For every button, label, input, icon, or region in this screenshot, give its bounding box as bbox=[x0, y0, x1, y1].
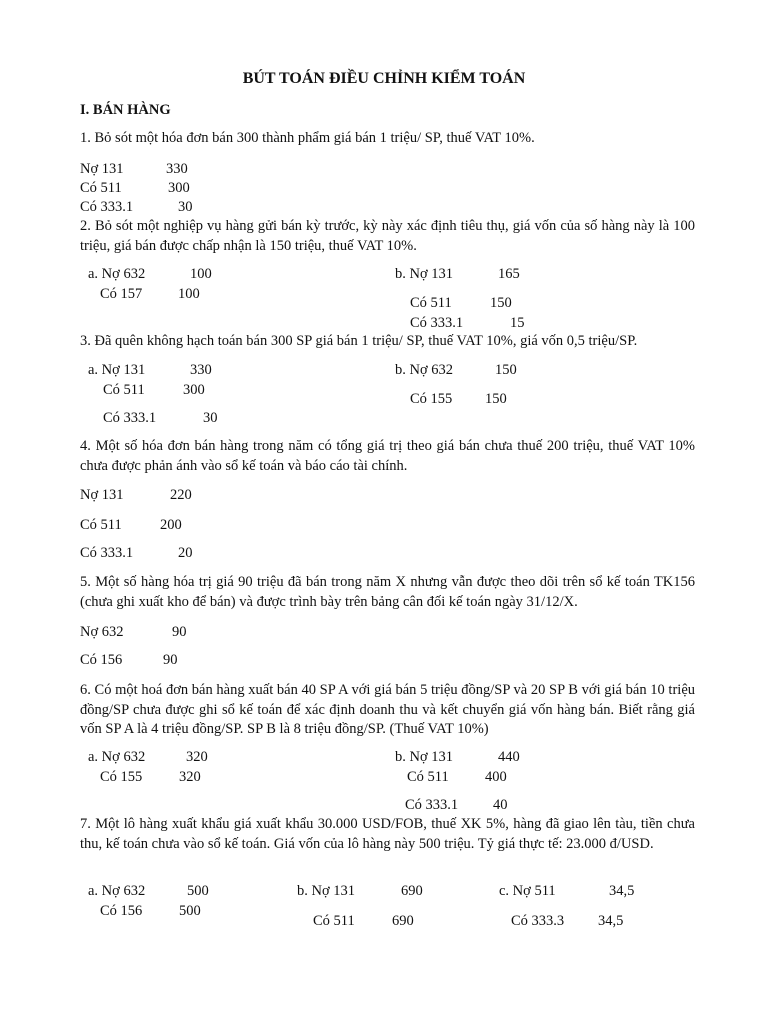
item-7-text: 7. Một lô hàng xuất khẩu giá xuất khẩu 30.000 USD/FOB, thuế XK 5%, hàng đã giao lên tàu, tiền chưa thu, kế toán chưa vào sổ kế toán. Giá vốn của lô hàng này 500 triệu. Tỷ giá thực tế: 23.000 đ/USD. bbox=[80, 816, 695, 852]
item-1-text: 1. Bỏ sót một hóa đơn bán 300 thành phẩm giá bán 1 triệu/ SP, thuế VAT 10%. bbox=[80, 130, 535, 146]
entry-line: Có 333.1 30 bbox=[80, 199, 193, 215]
item-4-text: 4. Một số hóa đơn bán hàng trong năm có tổng giá trị theo giá bán chưa thuế 200 triệu, thuế VAT 10% chưa được phản ánh vào sổ kế toán và báo cáo tài chính. bbox=[80, 438, 695, 474]
entry-line: Có 155 150 bbox=[410, 391, 507, 407]
entry-line: Nợ 131 220 bbox=[80, 487, 192, 503]
item-2-text: 2. Bỏ sót một nghiệp vụ hàng gửi bán kỳ trước, kỳ này xác định tiêu thụ, giá vốn của số hàng này là 100 triệu, giá bán được chấp nhận là 150 triệu, thuế VAT 10%. bbox=[80, 218, 695, 254]
entry-line: a. Nợ 632 100 bbox=[88, 266, 212, 282]
section-heading: I. BÁN HÀNG bbox=[80, 102, 171, 118]
entry-line: a. Nợ 131 330 bbox=[88, 362, 212, 378]
entry-line: Có 511 300 bbox=[103, 382, 205, 398]
entry-line: Có 333.3 34,5 bbox=[511, 913, 624, 929]
entry-line: Có 333.1 15 bbox=[410, 315, 525, 331]
entry-line: Có 156 500 bbox=[100, 903, 201, 919]
entry-line: b. Nợ 131 440 bbox=[395, 749, 520, 765]
entry-line: b. Nợ 131 165 bbox=[395, 266, 520, 282]
entry-line: a. Nợ 632 500 bbox=[88, 883, 209, 899]
entry-line: Có 157 100 bbox=[100, 286, 200, 302]
entry-line: Có 511 300 bbox=[80, 180, 190, 196]
item-3-text: 3. Đã quên không hạch toán bán 300 SP giá bán 1 triệu/ SP, thuế VAT 10%, giá vốn 0,5 triệu/SP. bbox=[80, 333, 638, 349]
entry-line: Có 333.1 30 bbox=[103, 410, 218, 426]
page-title: BÚT TOÁN ĐIỀU CHỈNH KIỂM TOÁN bbox=[242, 70, 526, 87]
entry-line: b. Nợ 131 690 bbox=[297, 883, 423, 899]
entry-line: Nợ 632 90 bbox=[80, 624, 187, 640]
entry-line: Có 511 400 bbox=[407, 769, 507, 785]
entry-line: Có 156 90 bbox=[80, 652, 178, 668]
entry-line: a. Nợ 632 320 bbox=[88, 749, 208, 765]
entry-line: Có 155 320 bbox=[100, 769, 201, 785]
entry-line: c. Nợ 511 34,5 bbox=[499, 883, 635, 899]
entry-line: Có 333.1 20 bbox=[80, 545, 193, 561]
entry-line: Nợ 131 330 bbox=[80, 161, 188, 177]
item-6-text: 6. Có một hoá đơn bán hàng xuất bán 40 SP A với giá bán 5 triệu đồng/SP và 20 SP B với giá bán 10 triệu đồng/SP chưa được ghi sổ kế toán để xác định doanh thu và kết chuyển giá vốn hàng bán. Biết rằng giá vốn SP A là 4 triệu đồng/SP. SP B là 8 triệu đồng/SP. (Thuế VAT 10%) bbox=[80, 682, 695, 737]
entry-line: Có 511 690 bbox=[313, 913, 414, 929]
entry-line: Có 333.1 40 bbox=[405, 797, 508, 813]
entry-line: Có 511 150 bbox=[410, 295, 512, 311]
item-5-text: 5. Một số hàng hóa trị giá 90 triệu đã bán trong năm X nhưng vẫn được theo dõi trên sổ kế toán TK156 (chưa ghi xuất kho để bán) và được trình bày trên bảng cân đối kế toán ngày 31/12/X. bbox=[80, 574, 695, 610]
entry-line: Có 511 200 bbox=[80, 517, 182, 533]
entry-line: b. Nợ 632 150 bbox=[395, 362, 517, 378]
